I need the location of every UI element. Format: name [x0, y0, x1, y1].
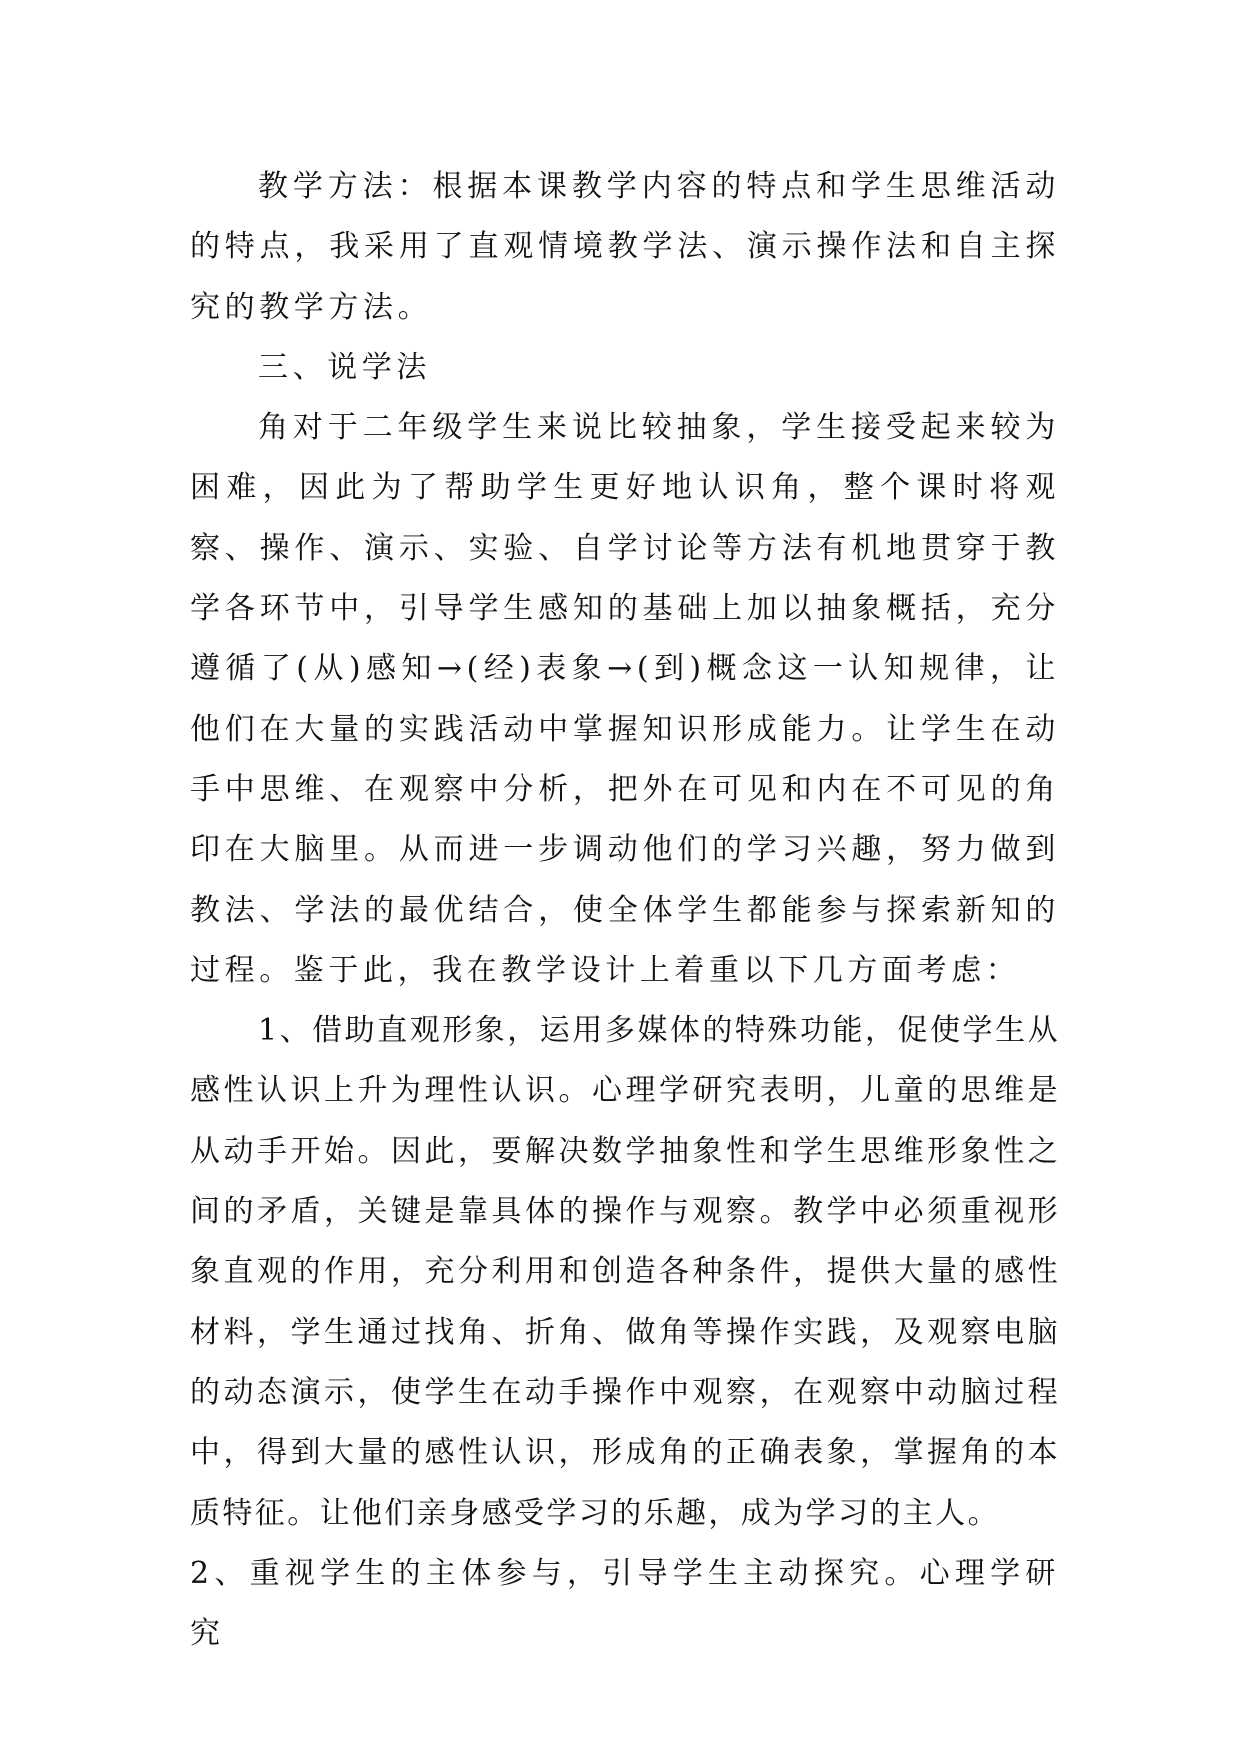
paragraph-point-1: 1、借助直观形象，运用多媒体的特殊功能，促使学生从感性认识上升为理性认识。心理学研究表明，儿童的思维是从动手开始。因此，要解决数学抽象性和学生思维形象性之间的矛盾，关键是靠具体的操作与观察。教学中必须重视形象直观的作用，充分利用和创造各种条件，提供大量的感性材料，学生通过找角、折角、做角等操作实践，及观察电脑的动态演示，使学生在动手操作中观察，在观察中动脑过程中，得到大量的感性认识，形成角的正确表象，掌握角的本质特征。让他们亲身感受学习的乐趣，成为学习的主人。: [190, 1013, 1060, 1531]
paragraph-teaching-method: 教学方法：根据本课教学内容的特点和学生思维活动的特点，我采用了直观情境教学法、演示操作法和自主探究的教学方法。: [190, 169, 1060, 325]
section-heading-study-method: 三、说学法: [258, 349, 431, 385]
paragraph-point-2: 2、重视学生的主体参与，引导学生主动探究。心理学研究: [190, 1555, 1060, 1652]
document-body: [190, 157, 1060, 1664]
paragraph-study-method: 角对于二年级学生来说比较抽象，学生接受起来较为困难，因此为了帮助学生更好地认识角，整个课时将观察、操作、演示、实验、自学讨论等方法有机地贯穿于教学各环节中，引导学生感知的基础上加以抽象概括，充分遵循了(从)感知→(经)表象→(到)概念这一认知规律，让他们在大量的实践活动中掌握知识形成能力。让学生在动手中思维、在观察中分析，把外在可见和内在不可见的角印在大脑里。从而进一步调动他们的学习兴趣，努力做到教法、学法的最优结合，使全体学生都能参与探索新知的过程。鉴于此，我在教学设计上着重以下几方面考虑：: [190, 410, 1060, 988]
